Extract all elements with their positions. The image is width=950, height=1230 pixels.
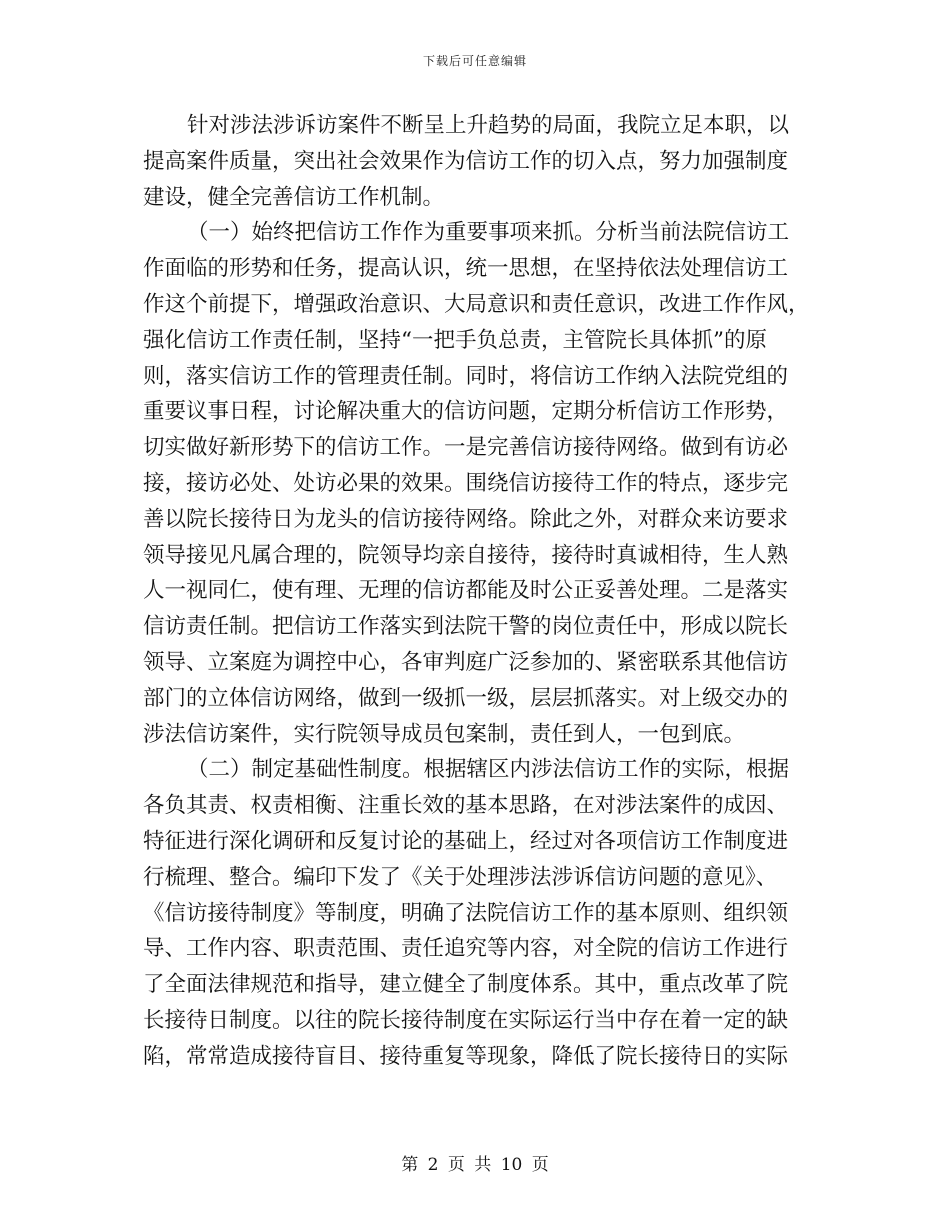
paragraph-line: 部门的立体信访网络，做到一级抓一级，层层抓落实。对上级交办的	[143, 685, 789, 711]
paragraph-line: 接，接访必处、处访必果的效果。围绕信访接待工作的特点，逐步完	[143, 470, 789, 496]
document-body	[143, 108, 810, 1075]
paragraph-line: （二）制定基础性制度。根据辖区内涉法信访工作的实际，根据	[187, 757, 790, 783]
paragraph-line: 针对涉法涉诉访案件不断呈上升趋势的局面，我院立足本职，以	[187, 113, 790, 138]
paragraph-line: 建设，健全完善信访工作机制。	[143, 184, 445, 210]
paragraph-line: 特征进行深化调研和反复讨论的基础上，经过对各项信访工作制度进	[143, 828, 789, 854]
paragraph-line: 领导接见凡属合理的，院领导均亲自接待，接待时真诚相待，生人熟	[143, 542, 789, 568]
paragraph-line: 作面临的形势和任务，提高认识，统一思想，在坚持依法处理信访工	[143, 256, 789, 282]
paragraph-line: 提高案件质量，突出社会效果作为信访工作的切入点，努力加强制度	[143, 148, 789, 174]
paragraph-line: 则，落实信访工作的管理责任制。同时，将信访工作纳入法院党组的	[143, 363, 789, 389]
paragraph-line: 导、工作内容、职责范围、责任追究等内容，对全院的信访工作进行	[143, 936, 789, 962]
paragraph-line: 各负其责、权责相衡、注重长效的基本思路，在对涉法案件的成因、	[143, 793, 789, 819]
page-header: 下载后可任意编辑	[422, 54, 527, 68]
paragraph-line: 作这个前提下，增强政治意识、大局意识和责任意识，改进工作作风，	[143, 291, 810, 317]
paragraph-line: 切实做好新形势下的信访工作。一是完善信访接待网络。做到有访必	[143, 435, 789, 461]
paragraph-line: 《信访接待制度》等制度，明确了法院信访工作的基本原则、组织领	[143, 900, 789, 926]
page-number-footer: 第 2 页 共 10 页	[401, 1155, 549, 1175]
paragraph-line: 重要议事日程，讨论解决重大的信访问题，定期分析信访工作形势，	[143, 399, 789, 425]
paragraph-line: （一）始终把信访工作作为重要事项来抓。分析当前法院信访工	[187, 220, 790, 246]
paragraph-line: 信访责任制。把信访工作落实到法院干警的岗位责任中，形成以院长	[143, 614, 789, 640]
paragraph-line: 涉法信访案件，实行院领导成员包案制，责任到人，一包到底。	[143, 721, 746, 747]
paragraph-line: 领导、立案庭为调控中心，各审判庭广泛参加的、紧密联系其他信访	[143, 649, 789, 675]
paragraph-line: 长接待日制度。以往的院长接待制度在实际运行当中存在着一定的缺	[143, 1007, 789, 1033]
paragraph-line: 人一视同仁，使有理、无理的信访都能及时公正妥善处理。二是落实	[143, 578, 789, 604]
paragraph-line: 强化信访工作责任制，坚持“一把手负总责，主管院长具体抓”的原	[143, 327, 767, 353]
paragraph-line: 陷，常常造成接待盲目、接待重复等现象，降低了院长接待日的实际	[143, 1043, 789, 1069]
paragraph-line: 了全面法律规范和指导，建立健全了制度体系。其中，重点改革了院	[143, 972, 789, 998]
paragraph-line: 行梳理、整合。编印下发了《关于处理涉法涉诉信访问题的意见》、	[143, 864, 778, 890]
paragraph-line: 善以院长接待日为龙头的信访接待网络。除此之外，对群众来访要求	[143, 506, 789, 532]
